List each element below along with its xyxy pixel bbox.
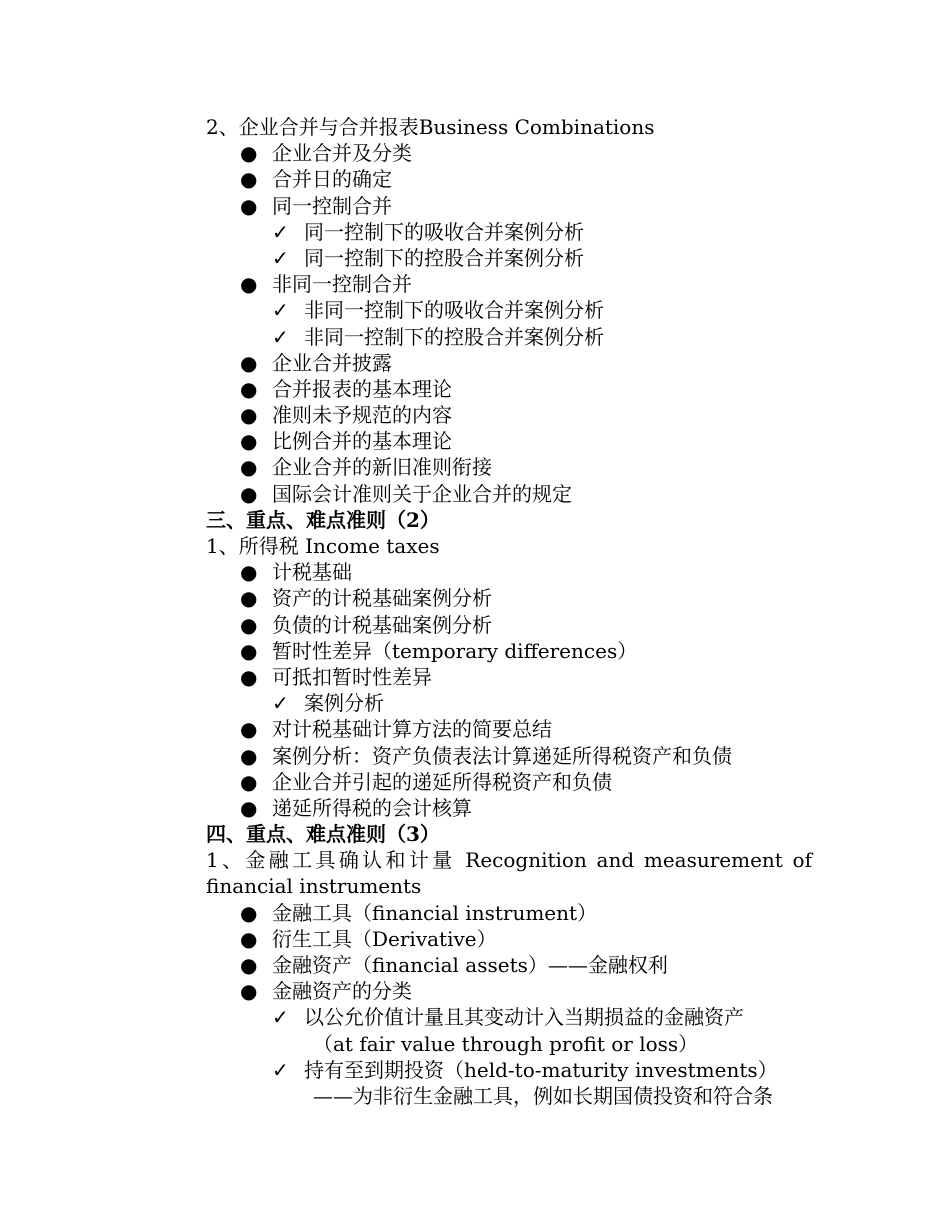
bullet-icon: ● bbox=[240, 953, 258, 977]
bullet-icon: ● bbox=[240, 481, 258, 506]
checkmark-item bbox=[206, 219, 812, 245]
bullet-icon: ● bbox=[240, 926, 258, 951]
bullet-item-text: 暂时性差异（temporary differences） bbox=[272, 638, 638, 663]
bullet-icon: ● bbox=[240, 350, 258, 375]
bullet-item bbox=[206, 559, 812, 585]
bullet-item-text: 衍生工具（Derivative） bbox=[272, 926, 497, 951]
bullet-item bbox=[206, 271, 812, 297]
bullet-icon: ● bbox=[240, 586, 258, 611]
bullet-item-text: 国际会计准则关于企业合并的规定 bbox=[272, 481, 572, 506]
bullet-item-text: 非同一控制合并 bbox=[272, 272, 412, 297]
section-heading bbox=[206, 507, 812, 533]
continuation-line bbox=[206, 1083, 812, 1109]
bullet-item bbox=[206, 900, 812, 926]
bullet-item-text: 合并日的确定 bbox=[272, 167, 392, 192]
bullet-item-text: 案例分析：资产负债表法计算递延所得税资产和负债 bbox=[272, 743, 732, 768]
bullet-item-text: 金融资产（financial assets）——金融权利 bbox=[272, 953, 668, 977]
bullet-item-text: 递延所得税的会计核算 bbox=[272, 795, 472, 820]
checkmark-icon: ✓ bbox=[272, 1057, 289, 1082]
bullet-item-text: 可抵扣暂时性差异 bbox=[272, 664, 432, 689]
checkmark-item bbox=[206, 1057, 812, 1083]
paragraph-line bbox=[206, 114, 812, 140]
bullet-icon: ● bbox=[240, 429, 258, 454]
checkmark-item bbox=[206, 690, 812, 716]
paragraph-line bbox=[206, 873, 812, 899]
bullet-item-text: 企业合并引起的递延所得税资产和负债 bbox=[272, 769, 612, 794]
checkmark-icon: ✓ bbox=[272, 219, 289, 244]
bullet-item-text: 企业合并及分类 bbox=[272, 141, 412, 166]
checkmark-item-text: 以公允价值计量且其变动计入当期损益的金融资产 bbox=[304, 1005, 744, 1030]
section-heading bbox=[206, 821, 812, 847]
section-heading-text: 三、重点、难点准则（2） bbox=[206, 507, 440, 532]
bullet-icon: ● bbox=[240, 167, 258, 192]
bullet-icon: ● bbox=[240, 376, 258, 401]
checkmark-item-text: 案例分析 bbox=[304, 691, 384, 716]
bullet-item bbox=[206, 664, 812, 690]
bullet-item bbox=[206, 481, 812, 507]
bullet-icon: ● bbox=[240, 664, 258, 689]
checkmark-item-text: 非同一控制下的控股合并案例分析 bbox=[304, 324, 604, 349]
bullet-item-text: 资产的计税基础案例分析 bbox=[272, 586, 492, 611]
bullet-icon: ● bbox=[240, 272, 258, 297]
bullet-item bbox=[206, 743, 812, 769]
checkmark-icon: ✓ bbox=[272, 245, 289, 270]
bullet-item-text: 同一控制合并 bbox=[272, 193, 392, 218]
continuation-line bbox=[206, 1031, 812, 1057]
checkmark-icon: ✓ bbox=[272, 324, 289, 349]
checkmark-icon: ✓ bbox=[272, 298, 289, 323]
bullet-item-text: 计税基础 bbox=[272, 560, 352, 585]
bullet-item-text: 对计税基础计算方法的简要总结 bbox=[272, 717, 552, 742]
bullet-item bbox=[206, 140, 812, 166]
bullet-item bbox=[206, 769, 812, 795]
bullet-icon: ● bbox=[240, 403, 258, 428]
bullet-icon: ● bbox=[240, 795, 258, 820]
bullet-item bbox=[206, 795, 812, 821]
checkmark-item bbox=[206, 297, 812, 323]
checkmark-item bbox=[206, 1004, 812, 1030]
bullet-icon: ● bbox=[240, 769, 258, 794]
bullet-item-text: 金融资产的分类 bbox=[272, 979, 412, 1004]
bullet-icon: ● bbox=[240, 638, 258, 663]
bullet-icon: ● bbox=[240, 455, 258, 480]
bullet-item bbox=[206, 585, 812, 611]
checkmark-icon: ✓ bbox=[272, 1005, 289, 1030]
paragraph-text: 1、所得税 Income taxes bbox=[206, 534, 440, 558]
paragraph-line bbox=[206, 847, 812, 873]
bullet-item bbox=[206, 716, 812, 742]
paragraph-line bbox=[206, 533, 812, 559]
bullet-item-text: 金融工具（financial instrument） bbox=[272, 900, 598, 925]
bullet-icon: ● bbox=[240, 141, 258, 166]
bullet-item-text: 准则未予规范的内容 bbox=[272, 403, 452, 428]
bullet-icon: ● bbox=[240, 560, 258, 585]
checkmark-item bbox=[206, 245, 812, 271]
continuation-text: ——为非衍生金融工具，例如长期国债投资和符合条 bbox=[313, 1083, 773, 1108]
checkmark-icon: ✓ bbox=[272, 691, 289, 716]
checkmark-item-text: 同一控制下的控股合并案例分析 bbox=[304, 245, 584, 270]
bullet-item-text: 负债的计税基础案例分析 bbox=[272, 612, 492, 637]
bullet-item bbox=[206, 952, 812, 978]
bullet-item bbox=[206, 402, 812, 428]
bullet-item bbox=[206, 193, 812, 219]
checkmark-item bbox=[206, 324, 812, 350]
bullet-item bbox=[206, 926, 812, 952]
bullet-item-text: 企业合并披露 bbox=[272, 350, 392, 375]
bullet-item bbox=[206, 612, 812, 638]
bullet-item bbox=[206, 428, 812, 454]
bullet-item-text: 比例合并的基本理论 bbox=[272, 429, 452, 454]
bullet-item bbox=[206, 166, 812, 192]
bullet-icon: ● bbox=[240, 193, 258, 218]
continuation-text: （at fair value through profit or loss） bbox=[313, 1031, 699, 1056]
bullet-icon: ● bbox=[240, 717, 258, 742]
bullet-item bbox=[206, 978, 812, 1004]
bullet-icon: ● bbox=[240, 979, 258, 1004]
bullet-item-text: 企业合并的新旧准则衔接 bbox=[272, 455, 492, 480]
bullet-icon: ● bbox=[240, 900, 258, 925]
bullet-item-text: 合并报表的基本理论 bbox=[272, 376, 452, 401]
checkmark-item-text: 同一控制下的吸收合并案例分析 bbox=[304, 219, 584, 244]
bullet-item bbox=[206, 376, 812, 402]
bullet-item bbox=[206, 454, 812, 480]
paragraph-text: 1、金融工具确认和计量 Recognition and measurement of bbox=[206, 848, 812, 873]
bullet-icon: ● bbox=[240, 612, 258, 637]
section-heading-text: 四、重点、难点准则（3） bbox=[206, 822, 440, 847]
bullet-item bbox=[206, 638, 812, 664]
bullet-icon: ● bbox=[240, 743, 258, 768]
paragraph-text: 2、企业合并与合并报表Business Combinations bbox=[206, 115, 655, 139]
checkmark-item-text: 持有至到期投资（held-to-maturity investments） bbox=[304, 1057, 778, 1082]
checkmark-item-text: 非同一控制下的吸收合并案例分析 bbox=[304, 298, 604, 323]
document-body bbox=[206, 114, 812, 1109]
bullet-item bbox=[206, 350, 812, 376]
paragraph-text: financial instruments bbox=[206, 874, 422, 899]
